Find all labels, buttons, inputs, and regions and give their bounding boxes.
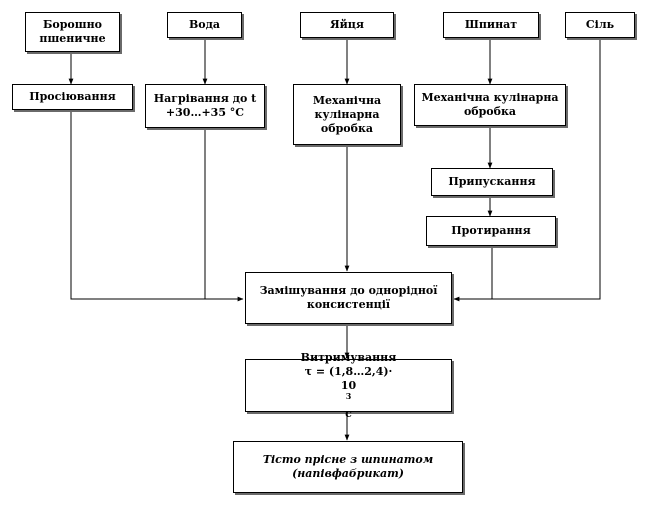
step-sifting-box bbox=[12, 84, 133, 110]
ingredient-spinach-box bbox=[443, 12, 539, 38]
step-eggs-processing-line3: обробка bbox=[320, 121, 374, 135]
step-resting-unit: с bbox=[345, 406, 352, 420]
step-resting-formula: τ = (1,8…2,4)· bbox=[304, 364, 393, 378]
step-resting-line1: Витримування bbox=[300, 350, 397, 364]
line-sifting-to-mixing bbox=[71, 110, 243, 299]
ingredient-spinach-label: Шпинат bbox=[464, 18, 518, 31]
step-resting-box bbox=[245, 350, 452, 420]
ingredient-flour-box bbox=[25, 12, 120, 52]
line-wiping-to-mixing bbox=[454, 246, 492, 299]
ingredient-eggs-box bbox=[300, 12, 394, 38]
ingredient-flour-line2: пшеничне bbox=[39, 32, 106, 45]
step-spinach-processing-box bbox=[414, 84, 566, 126]
step-mixing-line1: Замішування до однорідної bbox=[259, 284, 438, 297]
ingredient-salt-box bbox=[565, 12, 635, 38]
ingredient-flour-line1: Борошно bbox=[43, 18, 102, 31]
step-resting-line2 bbox=[301, 365, 397, 421]
result-box bbox=[233, 441, 463, 493]
result-line1: Тісто прісне з шпинатом bbox=[262, 453, 434, 466]
step-heating-line2: +30…+35 °С bbox=[165, 106, 245, 119]
step-mixing-box bbox=[245, 272, 452, 324]
step-blanching-box bbox=[431, 168, 553, 196]
step-spinach-processing-line2: обробка bbox=[463, 105, 517, 118]
step-blanching-label: Припускання bbox=[448, 175, 536, 188]
step-wiping-label: Протирання bbox=[451, 224, 531, 237]
ingredient-water-label: Вода bbox=[188, 18, 221, 31]
step-heating-line1: Нагрівання до t bbox=[153, 92, 257, 105]
step-resting-exponent-base: 10 bbox=[340, 378, 357, 392]
ingredient-water-box bbox=[167, 12, 242, 38]
result-line2: (напівфабрикат) bbox=[292, 467, 404, 480]
step-wiping-box bbox=[426, 216, 556, 246]
step-sifting-label: Просіювання bbox=[29, 90, 116, 103]
step-eggs-processing-line1: Механічна bbox=[312, 93, 382, 107]
step-resting-exponent-power: 3 bbox=[345, 390, 352, 401]
step-eggs-processing-box bbox=[293, 84, 401, 145]
step-eggs-processing-line2: кулінарна bbox=[314, 107, 380, 121]
step-spinach-processing-line1: Механічна кулінарна bbox=[421, 91, 559, 104]
step-mixing-line2: консистенції bbox=[306, 298, 391, 311]
ingredient-salt-label: Сіль bbox=[585, 18, 615, 31]
step-heating-box bbox=[145, 84, 265, 128]
ingredient-eggs-label: Яйця bbox=[329, 18, 365, 31]
